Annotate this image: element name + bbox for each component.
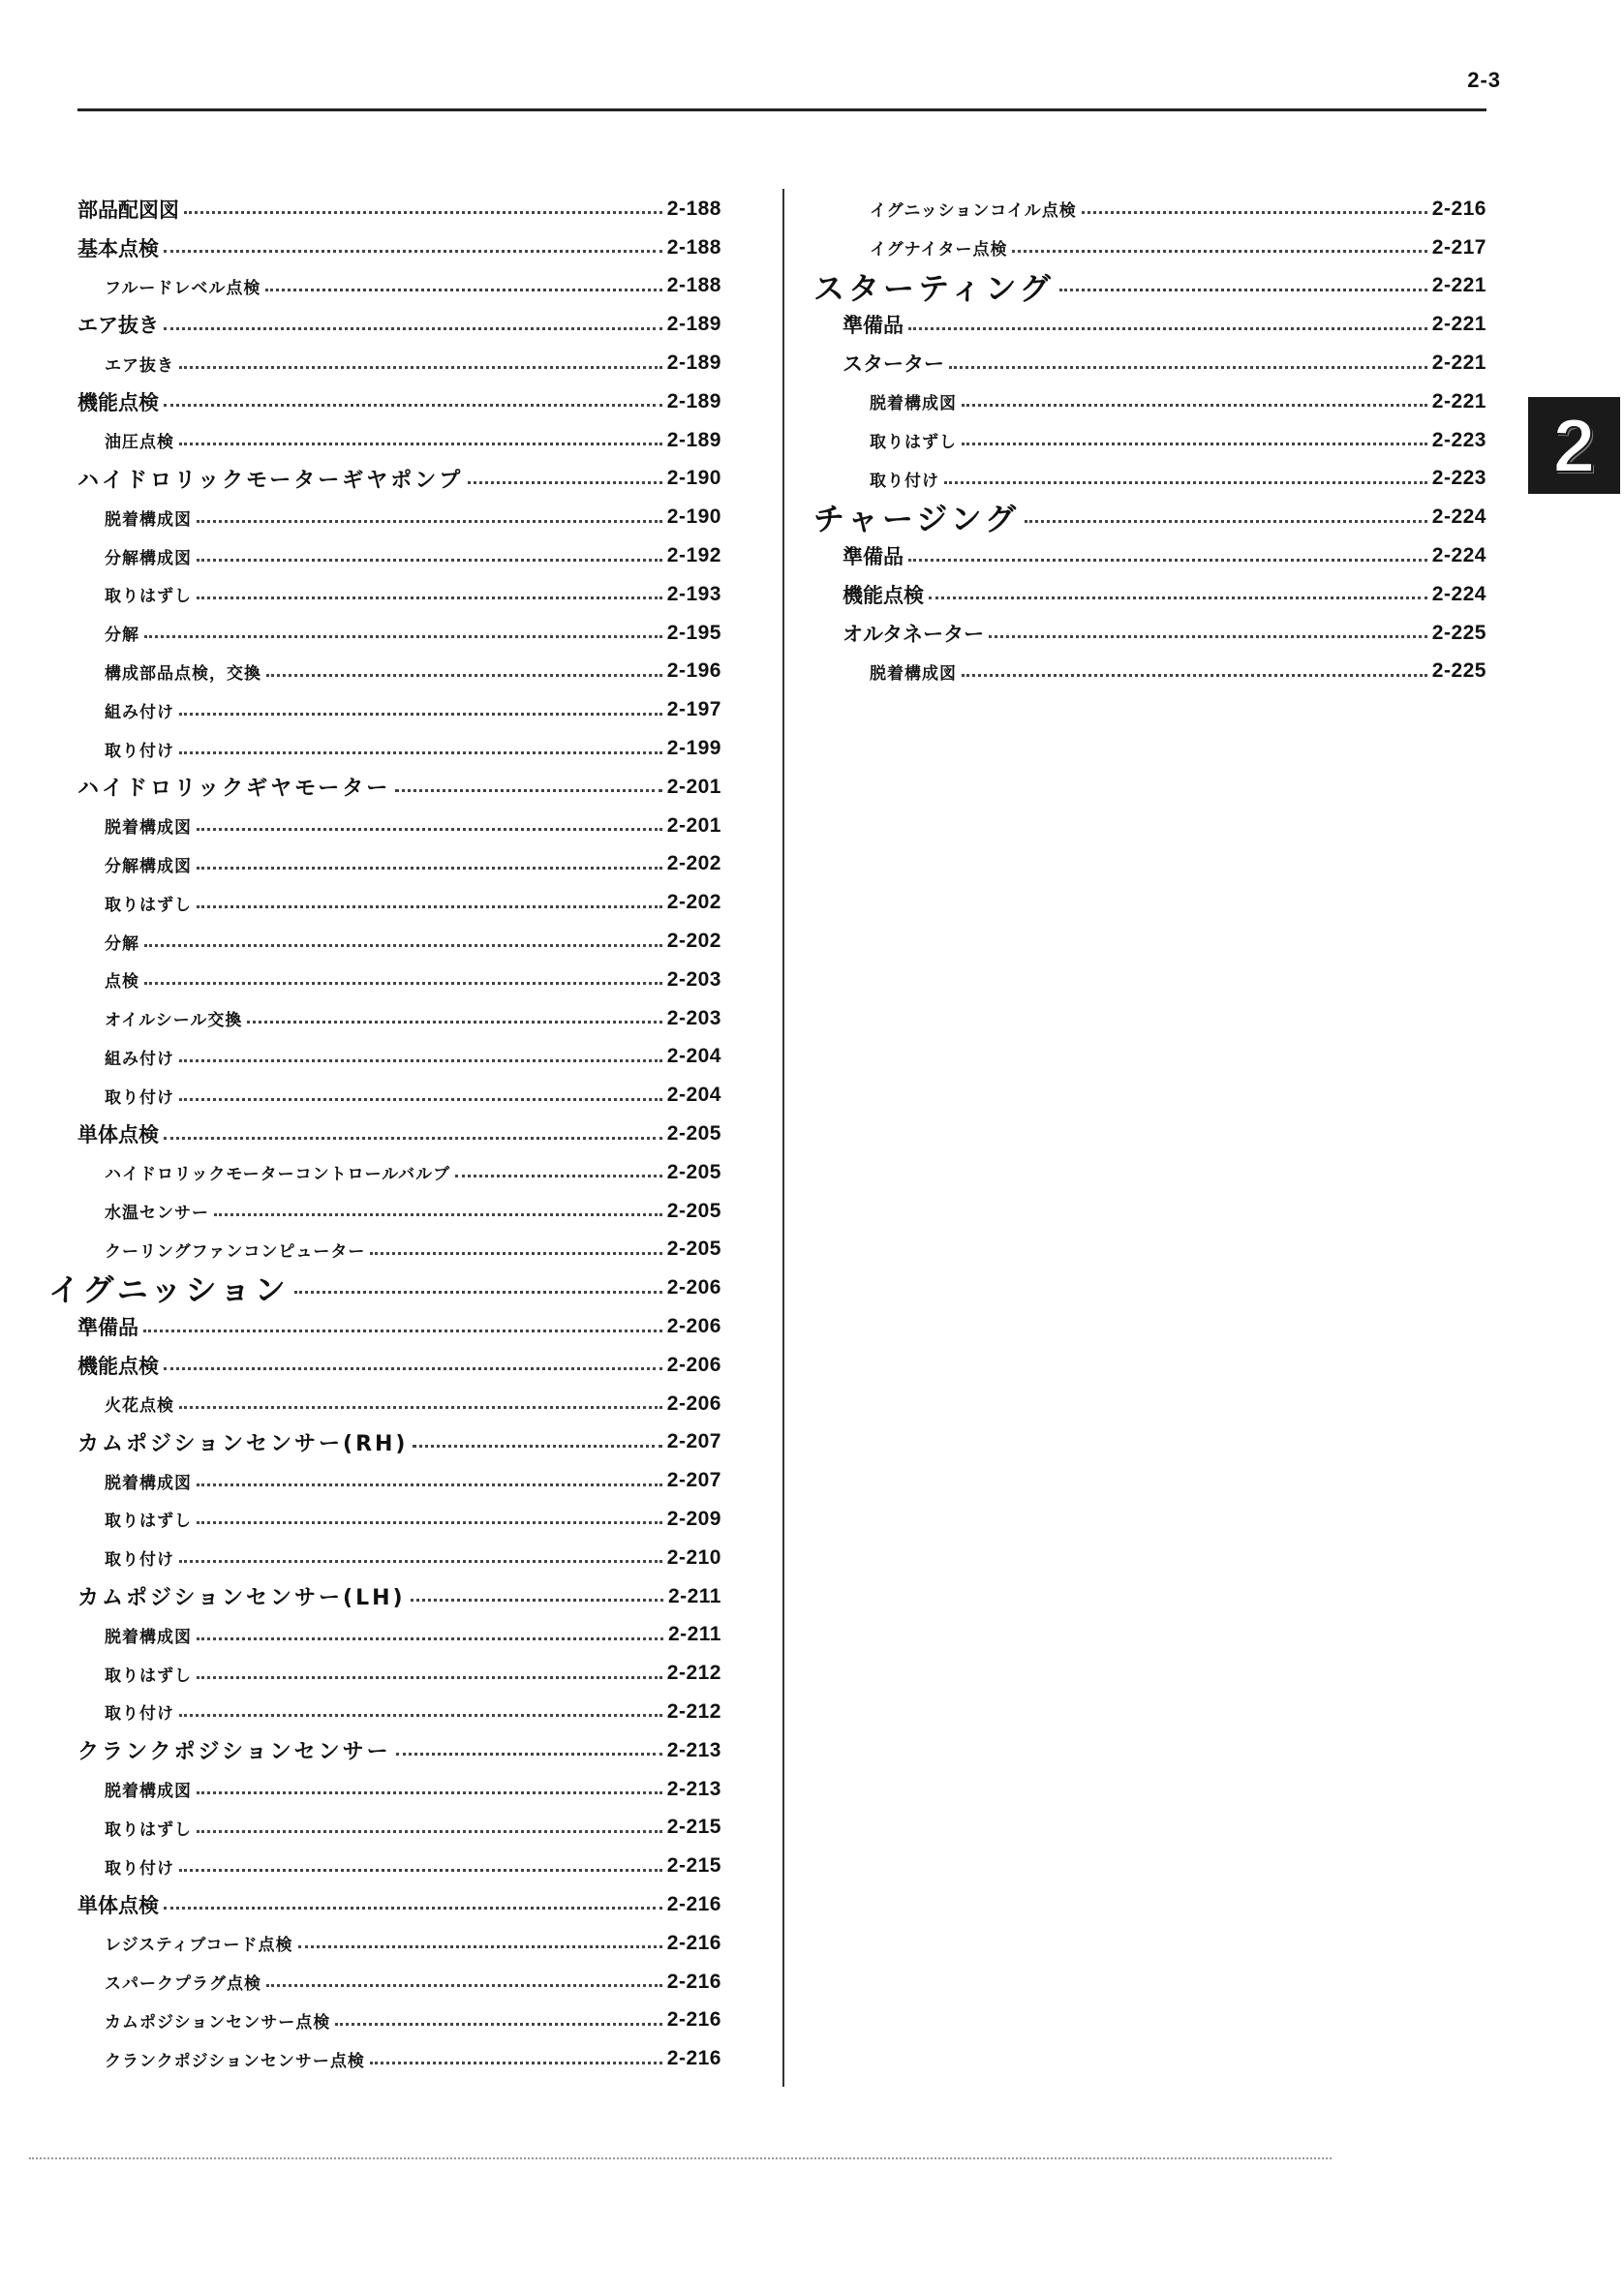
dot-leader bbox=[1059, 289, 1427, 291]
toc-entry-page: 2-225 bbox=[1431, 621, 1486, 644]
toc-entry-page: 2-205 bbox=[666, 1199, 721, 1222]
toc-entry-page: 2-205 bbox=[666, 1160, 721, 1183]
toc-entry-title: 機能点検 bbox=[77, 390, 159, 414]
dot-leader bbox=[197, 1676, 662, 1679]
toc-entry-page: 2-193 bbox=[666, 582, 721, 605]
toc-entry-title: オルタネーター bbox=[843, 622, 985, 646]
toc-entry[interactable] bbox=[105, 1963, 721, 2002]
dot-leader bbox=[164, 1367, 662, 1370]
toc-entry-title: 組み付け bbox=[105, 1049, 174, 1069]
toc-entry-page: 2-204 bbox=[666, 1045, 721, 1068]
toc-entry[interactable] bbox=[870, 421, 1486, 460]
toc-entry-title: 水温センサー bbox=[105, 1204, 209, 1224]
dot-leader bbox=[143, 1330, 662, 1332]
toc-entry-title: 基本点検 bbox=[77, 236, 159, 260]
toc-entry[interactable] bbox=[105, 1654, 721, 1693]
dot-leader bbox=[164, 250, 662, 253]
dot-leader bbox=[455, 1175, 662, 1177]
dot-leader bbox=[396, 1753, 662, 1756]
toc-right-column bbox=[813, 190, 1486, 690]
toc-entry[interactable] bbox=[77, 305, 721, 344]
toc-entry-page: 2-190 bbox=[666, 505, 721, 529]
toc-entry-title: 取り付け bbox=[105, 741, 174, 761]
dot-leader bbox=[179, 1098, 662, 1101]
toc-entry[interactable] bbox=[105, 729, 721, 768]
toc-entry-title: イグナイター点検 bbox=[870, 240, 1008, 260]
toc-entry-page: 2-206 bbox=[666, 1276, 721, 1299]
toc-entry-page: 2-189 bbox=[666, 313, 721, 336]
dot-leader bbox=[298, 1945, 662, 1948]
toc-entry-title: 取りはずし bbox=[105, 1666, 192, 1686]
toc-entry-title: ハイドロリックギヤモーター bbox=[77, 777, 391, 802]
toc-entry-page: 2-188 bbox=[666, 197, 721, 220]
toc-entry[interactable] bbox=[77, 1423, 721, 1462]
toc-entry-title: 取り付け bbox=[105, 1550, 174, 1571]
toc-entry[interactable] bbox=[105, 922, 721, 961]
toc-entry[interactable] bbox=[105, 2039, 721, 2078]
toc-entry-title: 準備品 bbox=[843, 545, 904, 569]
toc-entry-page: 2-207 bbox=[666, 1469, 721, 1492]
toc-entry-title: スパークプラグ点検 bbox=[105, 1974, 261, 1995]
toc-entry[interactable] bbox=[77, 1115, 721, 1153]
dot-leader bbox=[164, 1907, 662, 1910]
toc-entry-title: ハイドロリックモーターギヤポンプ bbox=[77, 468, 464, 493]
header-rule bbox=[77, 108, 1486, 111]
dot-leader bbox=[411, 1599, 663, 1602]
toc-left-column bbox=[48, 190, 721, 2078]
toc-entry-title: 脱着構成図 bbox=[870, 663, 957, 684]
toc-entry-page: 2-203 bbox=[666, 1006, 721, 1029]
dot-leader bbox=[908, 327, 1427, 330]
toc-entry-page: 2-216 bbox=[666, 1931, 721, 1954]
dot-leader bbox=[144, 944, 662, 947]
toc-entry-page: 2-210 bbox=[666, 1545, 721, 1569]
toc-entry[interactable] bbox=[105, 1231, 721, 1269]
toc-entry-page: 2-202 bbox=[666, 852, 721, 875]
toc-entry[interactable] bbox=[105, 1539, 721, 1577]
toc-entry-title: フルードレベル点検 bbox=[105, 278, 261, 298]
toc-entry[interactable] bbox=[105, 1076, 721, 1115]
toc-entry[interactable] bbox=[813, 498, 1486, 536]
toc-entry-title: 分解 bbox=[105, 933, 139, 954]
toc-entry-title: レジスティブコード点検 bbox=[105, 1936, 293, 1956]
toc-entry[interactable] bbox=[77, 460, 721, 499]
toc-entry-title: イグニッションコイル点検 bbox=[870, 201, 1077, 222]
toc-entry[interactable] bbox=[813, 267, 1486, 306]
dot-leader bbox=[197, 520, 662, 523]
toc-entry-title: 分解 bbox=[105, 626, 139, 646]
toc-entry-page: 2-215 bbox=[666, 1854, 721, 1878]
toc-entry[interactable] bbox=[105, 1615, 721, 1654]
toc-entry-page: 2-225 bbox=[1431, 659, 1486, 683]
toc-entry-page: 2-192 bbox=[666, 544, 721, 567]
toc-entry[interactable] bbox=[77, 229, 721, 267]
toc-entry[interactable] bbox=[105, 421, 721, 460]
toc-entry-title: 準備品 bbox=[77, 1316, 138, 1339]
toc-entry[interactable] bbox=[870, 382, 1486, 421]
dot-leader bbox=[144, 982, 662, 985]
toc-entry-page: 2-189 bbox=[666, 352, 721, 375]
dot-leader bbox=[197, 828, 662, 831]
toc-entry-page: 2-205 bbox=[666, 1238, 721, 1261]
dot-leader bbox=[395, 789, 662, 792]
footer-rule bbox=[29, 2157, 1332, 2159]
section-tab-label: 2 bbox=[1552, 402, 1596, 488]
section-tab bbox=[1528, 397, 1620, 494]
toc-entry-title: スターティング bbox=[813, 269, 1055, 307]
dot-leader bbox=[989, 635, 1427, 638]
toc-entry-page: 2-217 bbox=[1431, 235, 1486, 259]
toc-entry-title: スターター bbox=[843, 352, 944, 377]
dot-leader bbox=[179, 1714, 662, 1717]
toc-entry[interactable] bbox=[77, 1885, 721, 1924]
dot-leader bbox=[370, 2062, 662, 2064]
toc-entry[interactable] bbox=[77, 1577, 721, 1616]
toc-entry[interactable] bbox=[843, 305, 1486, 344]
toc-entry-title: 脱着構成図 bbox=[105, 1782, 192, 1802]
toc-entry[interactable] bbox=[105, 1770, 721, 1809]
dot-leader bbox=[197, 1521, 662, 1524]
toc-entry-title: 脱着構成図 bbox=[105, 1473, 192, 1493]
toc-entry-page: 2-221 bbox=[1431, 313, 1486, 336]
toc-entry-page: 2-188 bbox=[666, 235, 721, 259]
toc-entry-title: エア抜き bbox=[77, 314, 159, 338]
dot-leader bbox=[179, 713, 662, 716]
toc-entry[interactable] bbox=[105, 1924, 721, 1963]
dot-leader bbox=[179, 1560, 662, 1563]
toc-entry[interactable] bbox=[105, 653, 721, 691]
toc-entry[interactable] bbox=[105, 1808, 721, 1847]
dot-leader bbox=[179, 1869, 662, 1872]
dot-leader bbox=[197, 1637, 663, 1640]
dot-leader bbox=[468, 481, 662, 484]
dot-leader bbox=[197, 905, 662, 908]
toc-entry-title: 単体点検 bbox=[77, 1893, 159, 1917]
dot-leader bbox=[335, 2023, 662, 2026]
toc-entry-page: 2-204 bbox=[666, 1084, 721, 1107]
toc-entry[interactable] bbox=[105, 845, 721, 884]
toc-entry-page: 2-216 bbox=[666, 2047, 721, 2070]
toc-entry-title: チャージング bbox=[813, 501, 1020, 538]
toc-entry-title: カムポジションセンサー(LH) bbox=[77, 1586, 406, 1611]
toc-entry[interactable] bbox=[870, 190, 1486, 229]
toc-entry-title: エア抜き bbox=[105, 355, 174, 376]
toc-entry-page: 2-197 bbox=[666, 698, 721, 721]
toc-entry-page: 2-188 bbox=[666, 274, 721, 297]
toc-entry[interactable] bbox=[77, 1307, 721, 1346]
toc-entry-title: 単体点検 bbox=[77, 1123, 159, 1147]
toc-entry[interactable] bbox=[105, 1693, 721, 1731]
dot-leader bbox=[949, 366, 1427, 369]
dot-leader bbox=[179, 366, 662, 369]
toc-entry-page: 2-213 bbox=[666, 1738, 721, 1761]
toc-entry[interactable] bbox=[48, 1269, 721, 1307]
dot-leader bbox=[179, 1406, 662, 1409]
dot-leader bbox=[214, 1213, 662, 1216]
toc-entry-page: 2-221 bbox=[1431, 274, 1486, 297]
dot-leader bbox=[184, 211, 662, 214]
toc-entry[interactable] bbox=[105, 1153, 721, 1192]
toc-entry-title: 取りはずし bbox=[105, 1512, 192, 1532]
dot-leader bbox=[164, 1137, 662, 1140]
toc-entry-title: クーリングファンコンピューター bbox=[105, 1241, 366, 1262]
toc-entry-title: イグニッション bbox=[48, 1271, 290, 1309]
toc-entry-page: 2-215 bbox=[666, 1816, 721, 1839]
toc-entry-title: 部品配図図 bbox=[77, 198, 179, 222]
toc-entry-title: 脱着構成図 bbox=[105, 509, 192, 530]
toc-entry-page: 2-224 bbox=[1431, 505, 1486, 529]
dot-leader bbox=[197, 867, 662, 870]
dot-leader bbox=[294, 1291, 662, 1294]
toc-entry-title: 構成部品点検，交換 bbox=[105, 663, 261, 684]
toc-entry-page: 2-202 bbox=[666, 891, 721, 914]
dot-leader bbox=[929, 596, 1427, 599]
dot-leader bbox=[1025, 520, 1427, 523]
toc-entry[interactable] bbox=[77, 382, 721, 421]
dot-leader bbox=[179, 751, 662, 754]
toc-entry-title: カムポジションセンサー点検 bbox=[105, 2012, 331, 2033]
toc-entry-page: 2-205 bbox=[666, 1122, 721, 1146]
toc-entry[interactable] bbox=[77, 1731, 721, 1770]
toc-entry-title: 機能点検 bbox=[77, 1354, 159, 1378]
dot-leader bbox=[962, 404, 1427, 407]
toc-entry[interactable] bbox=[843, 575, 1486, 614]
dot-leader bbox=[197, 596, 662, 599]
dot-leader bbox=[144, 635, 662, 638]
toc-entry[interactable] bbox=[105, 344, 721, 382]
toc-entry-page: 2-221 bbox=[1431, 352, 1486, 375]
toc-entry-page: 2-209 bbox=[666, 1507, 721, 1530]
toc-entry-title: 脱着構成図 bbox=[105, 1627, 192, 1647]
toc-entry[interactable] bbox=[105, 1500, 721, 1539]
toc-entry[interactable] bbox=[843, 536, 1486, 575]
dot-leader bbox=[370, 1252, 661, 1255]
dot-leader bbox=[197, 1483, 662, 1486]
toc-entry-title: 取りはずし bbox=[105, 895, 192, 915]
toc-entry[interactable] bbox=[105, 961, 721, 999]
toc-entry[interactable] bbox=[77, 1346, 721, 1385]
toc-entry-title: 機能点検 bbox=[843, 583, 924, 607]
toc-entry-title: 点検 bbox=[105, 972, 139, 993]
dot-leader bbox=[179, 1059, 662, 1062]
toc-entry-page: 2-202 bbox=[666, 930, 721, 953]
dot-leader bbox=[247, 1021, 661, 1024]
toc-entry-page: 2-201 bbox=[666, 775, 721, 798]
dot-leader bbox=[1012, 250, 1426, 253]
toc-entry[interactable] bbox=[105, 807, 721, 845]
toc-entry[interactable] bbox=[105, 575, 721, 614]
dot-leader bbox=[266, 674, 662, 677]
toc-entry-page: 2-203 bbox=[666, 967, 721, 991]
dot-leader bbox=[1082, 211, 1427, 214]
toc-entry[interactable] bbox=[105, 1192, 721, 1231]
dot-leader bbox=[908, 559, 1427, 562]
toc-entry-page: 2-224 bbox=[1431, 544, 1486, 567]
toc-entry-page: 2-216 bbox=[1431, 197, 1486, 220]
toc-entry[interactable] bbox=[105, 1385, 721, 1423]
dot-leader bbox=[962, 674, 1427, 677]
toc-entry-page: 2-216 bbox=[666, 2008, 721, 2032]
toc-entry-title: 分解構成図 bbox=[105, 548, 192, 568]
toc-entry-title: クランクポジションセンサー点検 bbox=[105, 2051, 365, 2071]
toc-entry-title: 取り付け bbox=[105, 1704, 174, 1725]
column-divider bbox=[782, 189, 784, 2087]
toc-entry-page: 2-195 bbox=[666, 621, 721, 644]
dot-leader bbox=[944, 481, 1427, 484]
toc-entry-title: 脱着構成図 bbox=[870, 394, 957, 414]
toc-entry-page: 2-212 bbox=[666, 1662, 721, 1685]
toc-entry-title: 取り付け bbox=[105, 1858, 174, 1879]
toc-entry[interactable] bbox=[105, 690, 721, 729]
toc-entry[interactable] bbox=[870, 653, 1486, 691]
toc-entry-title: クランクポジションセンサー bbox=[77, 1740, 391, 1765]
toc-entry[interactable] bbox=[105, 1461, 721, 1500]
toc-entry-page: 2-207 bbox=[666, 1430, 721, 1453]
toc-entry[interactable] bbox=[105, 2001, 721, 2039]
toc-entry-title: オイルシール交換 bbox=[105, 1011, 243, 1031]
page-number: 2-3 bbox=[1467, 68, 1501, 92]
toc-entry-title: カムポジションセンサー(RH) bbox=[77, 1431, 409, 1456]
toc-entry[interactable] bbox=[105, 1038, 721, 1077]
toc-entry-title: 火花点検 bbox=[105, 1396, 174, 1417]
toc-entry-page: 2-212 bbox=[666, 1699, 721, 1723]
toc-entry[interactable] bbox=[105, 536, 721, 575]
dot-leader bbox=[197, 1830, 662, 1833]
toc-entry-page: 2-211 bbox=[667, 1623, 721, 1646]
toc-entry-page: 2-196 bbox=[666, 659, 721, 683]
toc-entry-page: 2-216 bbox=[666, 1970, 721, 1993]
toc-entry[interactable] bbox=[105, 999, 721, 1038]
toc-entry-title: 取り付け bbox=[105, 1087, 174, 1108]
dot-leader bbox=[962, 443, 1427, 445]
toc-entry[interactable] bbox=[843, 614, 1486, 653]
toc-entry-title: 油圧点検 bbox=[105, 433, 174, 453]
dot-leader bbox=[413, 1445, 661, 1448]
toc-entry-title: 組み付け bbox=[105, 702, 174, 722]
toc-entry-page: 2-221 bbox=[1431, 389, 1486, 413]
toc-entry-title: 脱着構成図 bbox=[105, 818, 192, 839]
toc-entry[interactable] bbox=[77, 768, 721, 807]
toc-entry-page: 2-211 bbox=[667, 1584, 721, 1607]
toc-entry-title: 取りはずし bbox=[105, 587, 192, 607]
toc-entry[interactable] bbox=[870, 460, 1486, 499]
dot-leader bbox=[164, 327, 662, 330]
toc-entry-page: 2-206 bbox=[666, 1315, 721, 1337]
toc-entry[interactable] bbox=[843, 344, 1486, 382]
toc-entry-page: 2-213 bbox=[666, 1777, 721, 1800]
toc-entry-page: 2-223 bbox=[1431, 467, 1486, 490]
toc-entry-page: 2-216 bbox=[666, 1892, 721, 1915]
dot-leader bbox=[197, 1791, 662, 1794]
toc-entry-page: 2-199 bbox=[666, 737, 721, 760]
toc-entry-page: 2-189 bbox=[666, 389, 721, 413]
toc-entry-title: 取り付け bbox=[870, 471, 939, 491]
toc-entry[interactable] bbox=[870, 229, 1486, 267]
toc-entry-title: 取りはずし bbox=[870, 433, 957, 453]
toc-entry-page: 2-201 bbox=[666, 813, 721, 837]
toc-entry-title: ハイドロリックモーターコントロールバルブ bbox=[105, 1165, 451, 1185]
toc-entry-page: 2-189 bbox=[666, 428, 721, 451]
toc-entry[interactable] bbox=[105, 498, 721, 536]
toc-entry-title: 準備品 bbox=[843, 314, 904, 338]
toc-entry[interactable] bbox=[105, 883, 721, 922]
toc-entry[interactable] bbox=[77, 190, 721, 229]
toc-entry-page: 2-190 bbox=[666, 467, 721, 490]
toc-entry[interactable] bbox=[105, 267, 721, 306]
toc-entry-page: 2-206 bbox=[666, 1353, 721, 1376]
dot-leader bbox=[266, 1984, 662, 1987]
toc-entry-page: 2-224 bbox=[1431, 582, 1486, 605]
dot-leader bbox=[179, 443, 662, 445]
dot-leader bbox=[164, 404, 662, 407]
dot-leader bbox=[197, 559, 662, 562]
toc-entry-title: 分解構成図 bbox=[105, 856, 192, 876]
toc-entry[interactable] bbox=[105, 614, 721, 653]
toc-entry[interactable] bbox=[105, 1847, 721, 1885]
dot-leader bbox=[265, 289, 661, 291]
toc-entry-page: 2-223 bbox=[1431, 428, 1486, 451]
toc-entry-title: 取りはずし bbox=[105, 1819, 192, 1840]
toc-entry-page: 2-206 bbox=[666, 1391, 721, 1415]
